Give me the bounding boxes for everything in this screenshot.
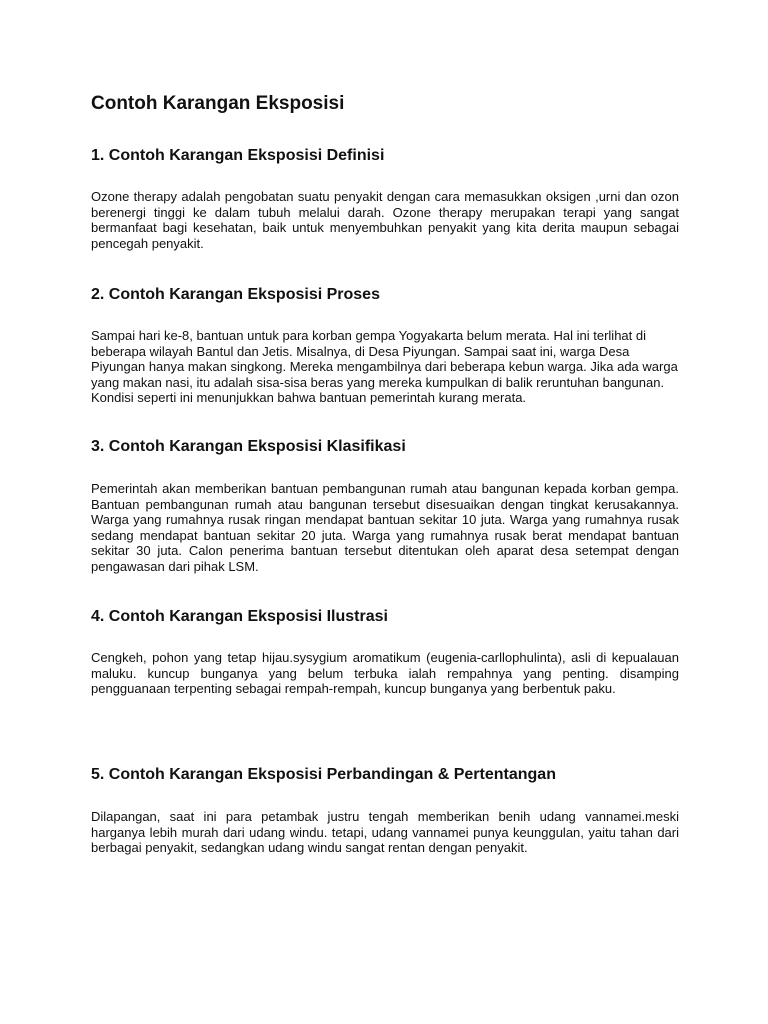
section-body-definisi: Ozone therapy adalah pengobatan suatu penyakit dengan cara memasukkan oksigen ,urni dan ozon berenergi tinggi ke dalam tubuh melalui darah. Ozone therapy merupakan terapi yang sangat bermanfaat bagi kesehatan, baik untuk menyembuhkan penyakit yang kita derita maupun sebagai pencegah penyakit. [91, 189, 679, 251]
section-body-proses: Sampai hari ke-8, bantuan untuk para korban gempa Yogyakarta belum merata. Hal ini terlihat di beberapa wilayah Bantul dan Jetis. Misalnya, di Desa Piyungan. Sampai saat ini, warga Desa Piyungan hanya makan singkong. Mereka mengambilnya dari beberapa kebun warga. Jika ada warga yang makan nasi, itu adalah sisa-sisa beras yang mereka kumpulkan di balik reruntuhan bangunan. Kondisi seperti ini menunjukkan bahwa bantuan pemerintah kurang merata. [91, 328, 678, 405]
section-heading-perbandingan: 5. Contoh Karangan Eksposisi Perbandingan & Pertentangan [91, 766, 556, 783]
section-heading-klasifikasi: 3. Contoh Karangan Eksposisi Klasifikasi [91, 438, 406, 455]
section-body-klasifikasi: Pemerintah akan memberikan bantuan pembangunan rumah atau bangunan kepada korban gempa. Bantuan pembangunan rumah atau bangunan tersebut disesuaikan dengan tingkat kerusakannya. Warga yang rumahnya rusak ringan mendapat bantuan sekitar 10 juta. Warga yang rumahnya rusak sedang mendapat bantuan sekitar 20 juta. Warga yang rumahnya rusak berat mendapat bantuan sekitar 30 juta. Calon penerima bantuan tersebut ditentukan oleh aparat desa setempat dengan pengawasan dari pihak LSM. [91, 481, 679, 574]
section-heading-proses: 2. Contoh Karangan Eksposisi Proses [91, 286, 380, 303]
section-body-ilustrasi: Cengkeh, pohon yang tetap hijau.sysygium aromatikum (eugenia-carllophulinta), asli di kepualauan maluku. kuncup bunganya yang belum terbuka ialah rempahnya yang penting. disamping pengguanaan terpenting sebagai rempah-rempah, kuncup bunganya yang berbentuk paku. [91, 650, 679, 696]
section-body-perbandingan: Dilapangan, saat ini para petambak justru tengah memberikan benih udang vannamei.meski harganya lebih murah dari udang windu. tetapi, udang vannamei punya keunggulan, yaitu tahan dari berbagai penyakit, sedangkan udang windu sangat rentan dengan penyakit. [91, 809, 679, 855]
section-heading-ilustrasi: 4. Contoh Karangan Eksposisi Ilustrasi [91, 608, 388, 625]
section-heading-definisi: 1. Contoh Karangan Eksposisi Definisi [91, 147, 385, 164]
document-title: Contoh Karangan Eksposisi [91, 93, 345, 114]
